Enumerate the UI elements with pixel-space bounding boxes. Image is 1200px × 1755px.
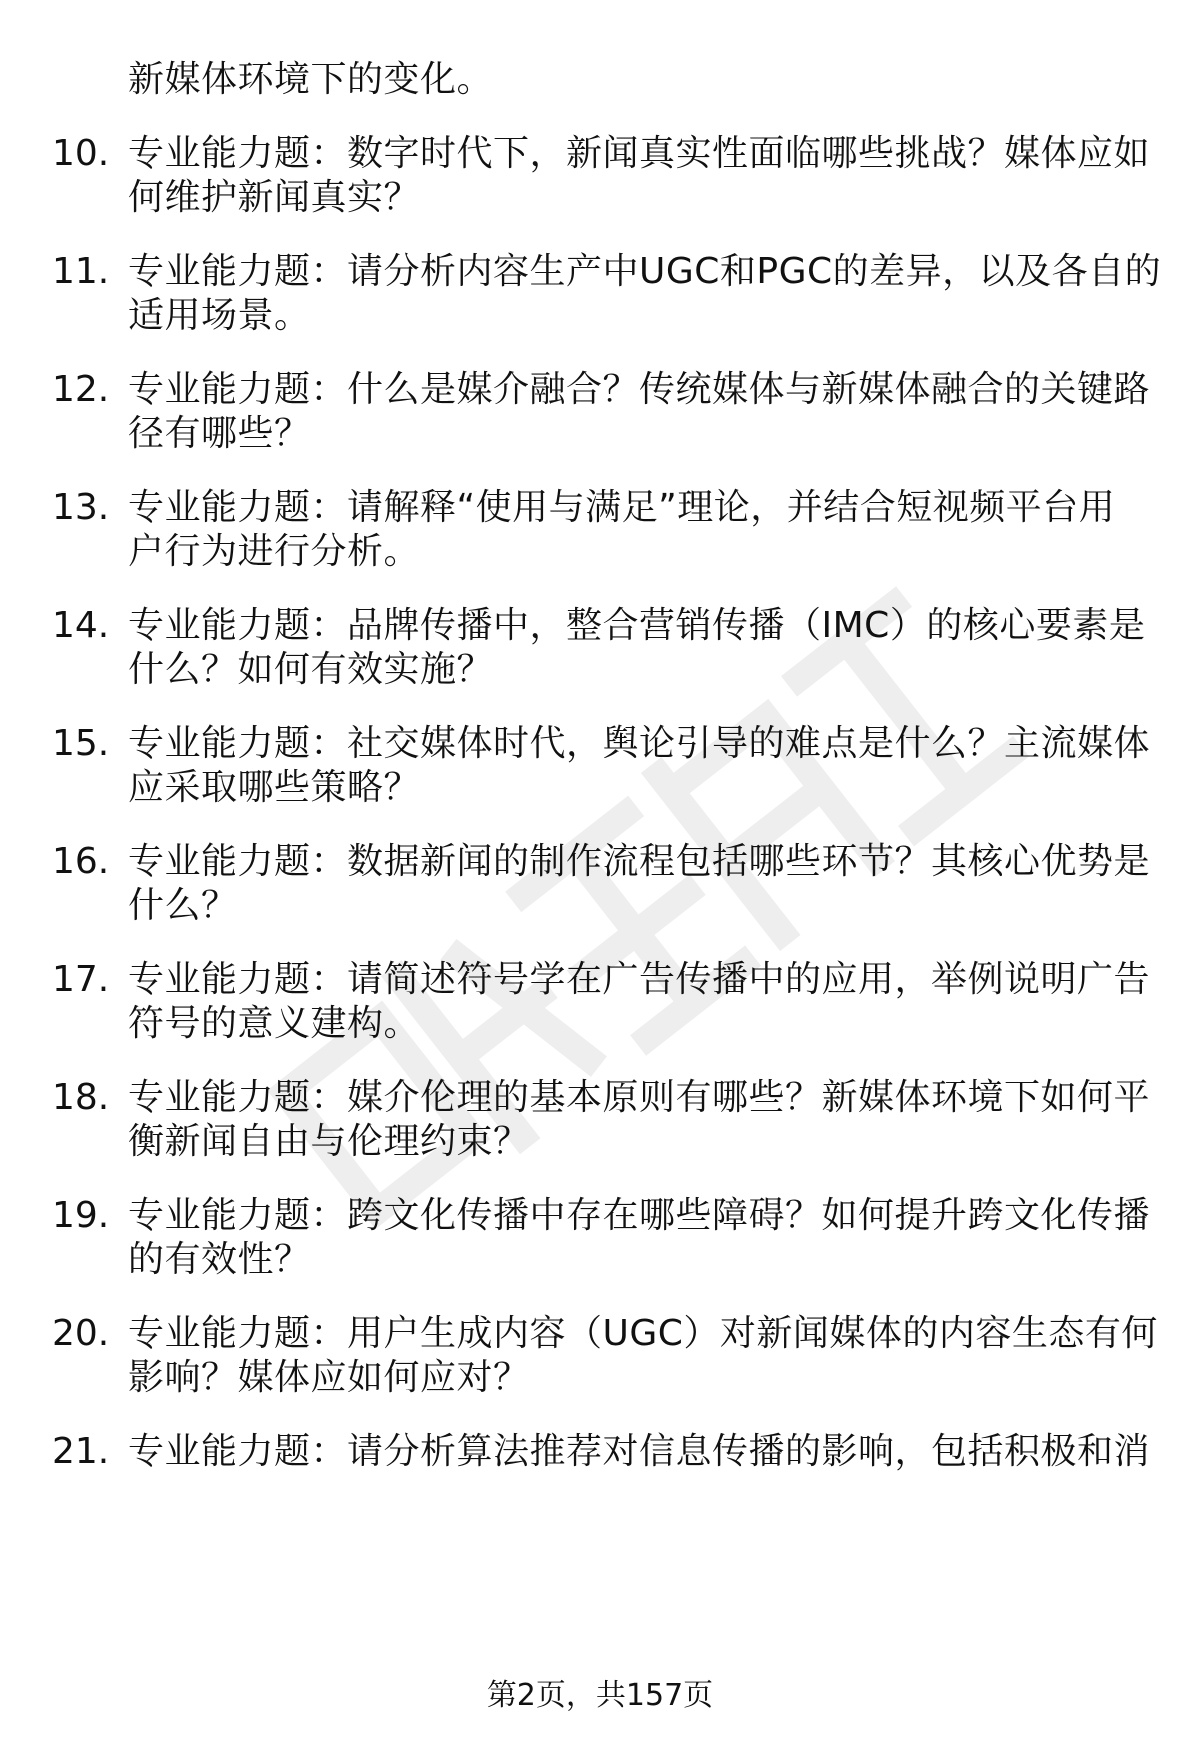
list-item-number: 13. — [52, 487, 110, 528]
list-item-number: 16. — [52, 841, 110, 882]
list-item-text: 影响？媒体应如何应对？ — [128, 1357, 530, 1398]
list-item-number: 21. — [52, 1431, 110, 1472]
list-item-number: 12. — [52, 369, 110, 410]
list-item-text: 什么？ — [128, 885, 238, 926]
list-item-number: 17. — [52, 959, 110, 1000]
list-item-number: 10. — [52, 133, 110, 174]
list-item-text: 径有哪些？ — [128, 413, 311, 454]
list-item-text: 适用场景。 — [128, 295, 311, 336]
list-item-text: 什么？如何有效实施？ — [128, 649, 494, 690]
list-item-text: 何维护新闻真实？ — [128, 177, 421, 218]
list-item-text: 符号的意义建构。 — [128, 1003, 421, 1044]
list-item-number: 15. — [52, 723, 110, 764]
list-item-text: 专业能力题：跨文化传播中存在哪些障碍？如何提升跨文化传播 — [128, 1195, 1151, 1236]
list-item-text: 专业能力题：什么是媒介融合？传统媒体与新媒体融合的关键路 — [128, 369, 1151, 410]
list-item-text: 专业能力题：请解释“使用与满足”理论，并结合短视频平台用 — [128, 487, 1116, 528]
list-item-text: 专业能力题：数字时代下，新闻真实性面临哪些挑战？媒体应如 — [128, 133, 1151, 174]
list-item-number: 19. — [52, 1195, 110, 1236]
list-item-text: 专业能力题：请简述符号学在广告传播中的应用，举例说明广告 — [128, 959, 1151, 1000]
list-item-number: 20. — [52, 1313, 110, 1354]
list-item-text: 应采取哪些策略？ — [128, 767, 421, 808]
list-item-text: 户行为进行分析。 — [128, 531, 421, 572]
list-item-number: 18. — [52, 1077, 110, 1118]
list-item-text: 专业能力题：请分析算法推荐对信息传播的影响，包括积极和消 — [128, 1431, 1151, 1472]
list-item-number: 14. — [52, 605, 110, 646]
page-footer: 第2页，共157页 — [486, 1678, 714, 1713]
list-item-text: 衡新闻自由与伦理约束？ — [128, 1121, 530, 1162]
list-item-text: 专业能力题：数据新闻的制作流程包括哪些环节？其核心优势是 — [128, 841, 1151, 882]
continuation-text: 新媒体环境下的变化。 — [128, 59, 494, 100]
list-item-text: 专业能力题：媒介伦理的基本原则有哪些？新媒体环境下如何平 — [128, 1077, 1151, 1118]
list-item-text: 专业能力题：品牌传播中，整合营销传播（IMC）的核心要素是 — [128, 605, 1146, 646]
list-item-text: 专业能力题：用户生成内容（UGC）对新闻媒体的内容生态有何 — [128, 1313, 1158, 1354]
list-item-text: 的有效性？ — [128, 1239, 311, 1280]
list-item-text: 专业能力题：请分析内容生产中UGC和PGC的差异，以及各自的 — [128, 251, 1162, 292]
list-item-number: 11. — [52, 251, 110, 292]
list-item-text: 专业能力题：社交媒体时代，舆论引导的难点是什么？主流媒体 — [128, 723, 1151, 764]
